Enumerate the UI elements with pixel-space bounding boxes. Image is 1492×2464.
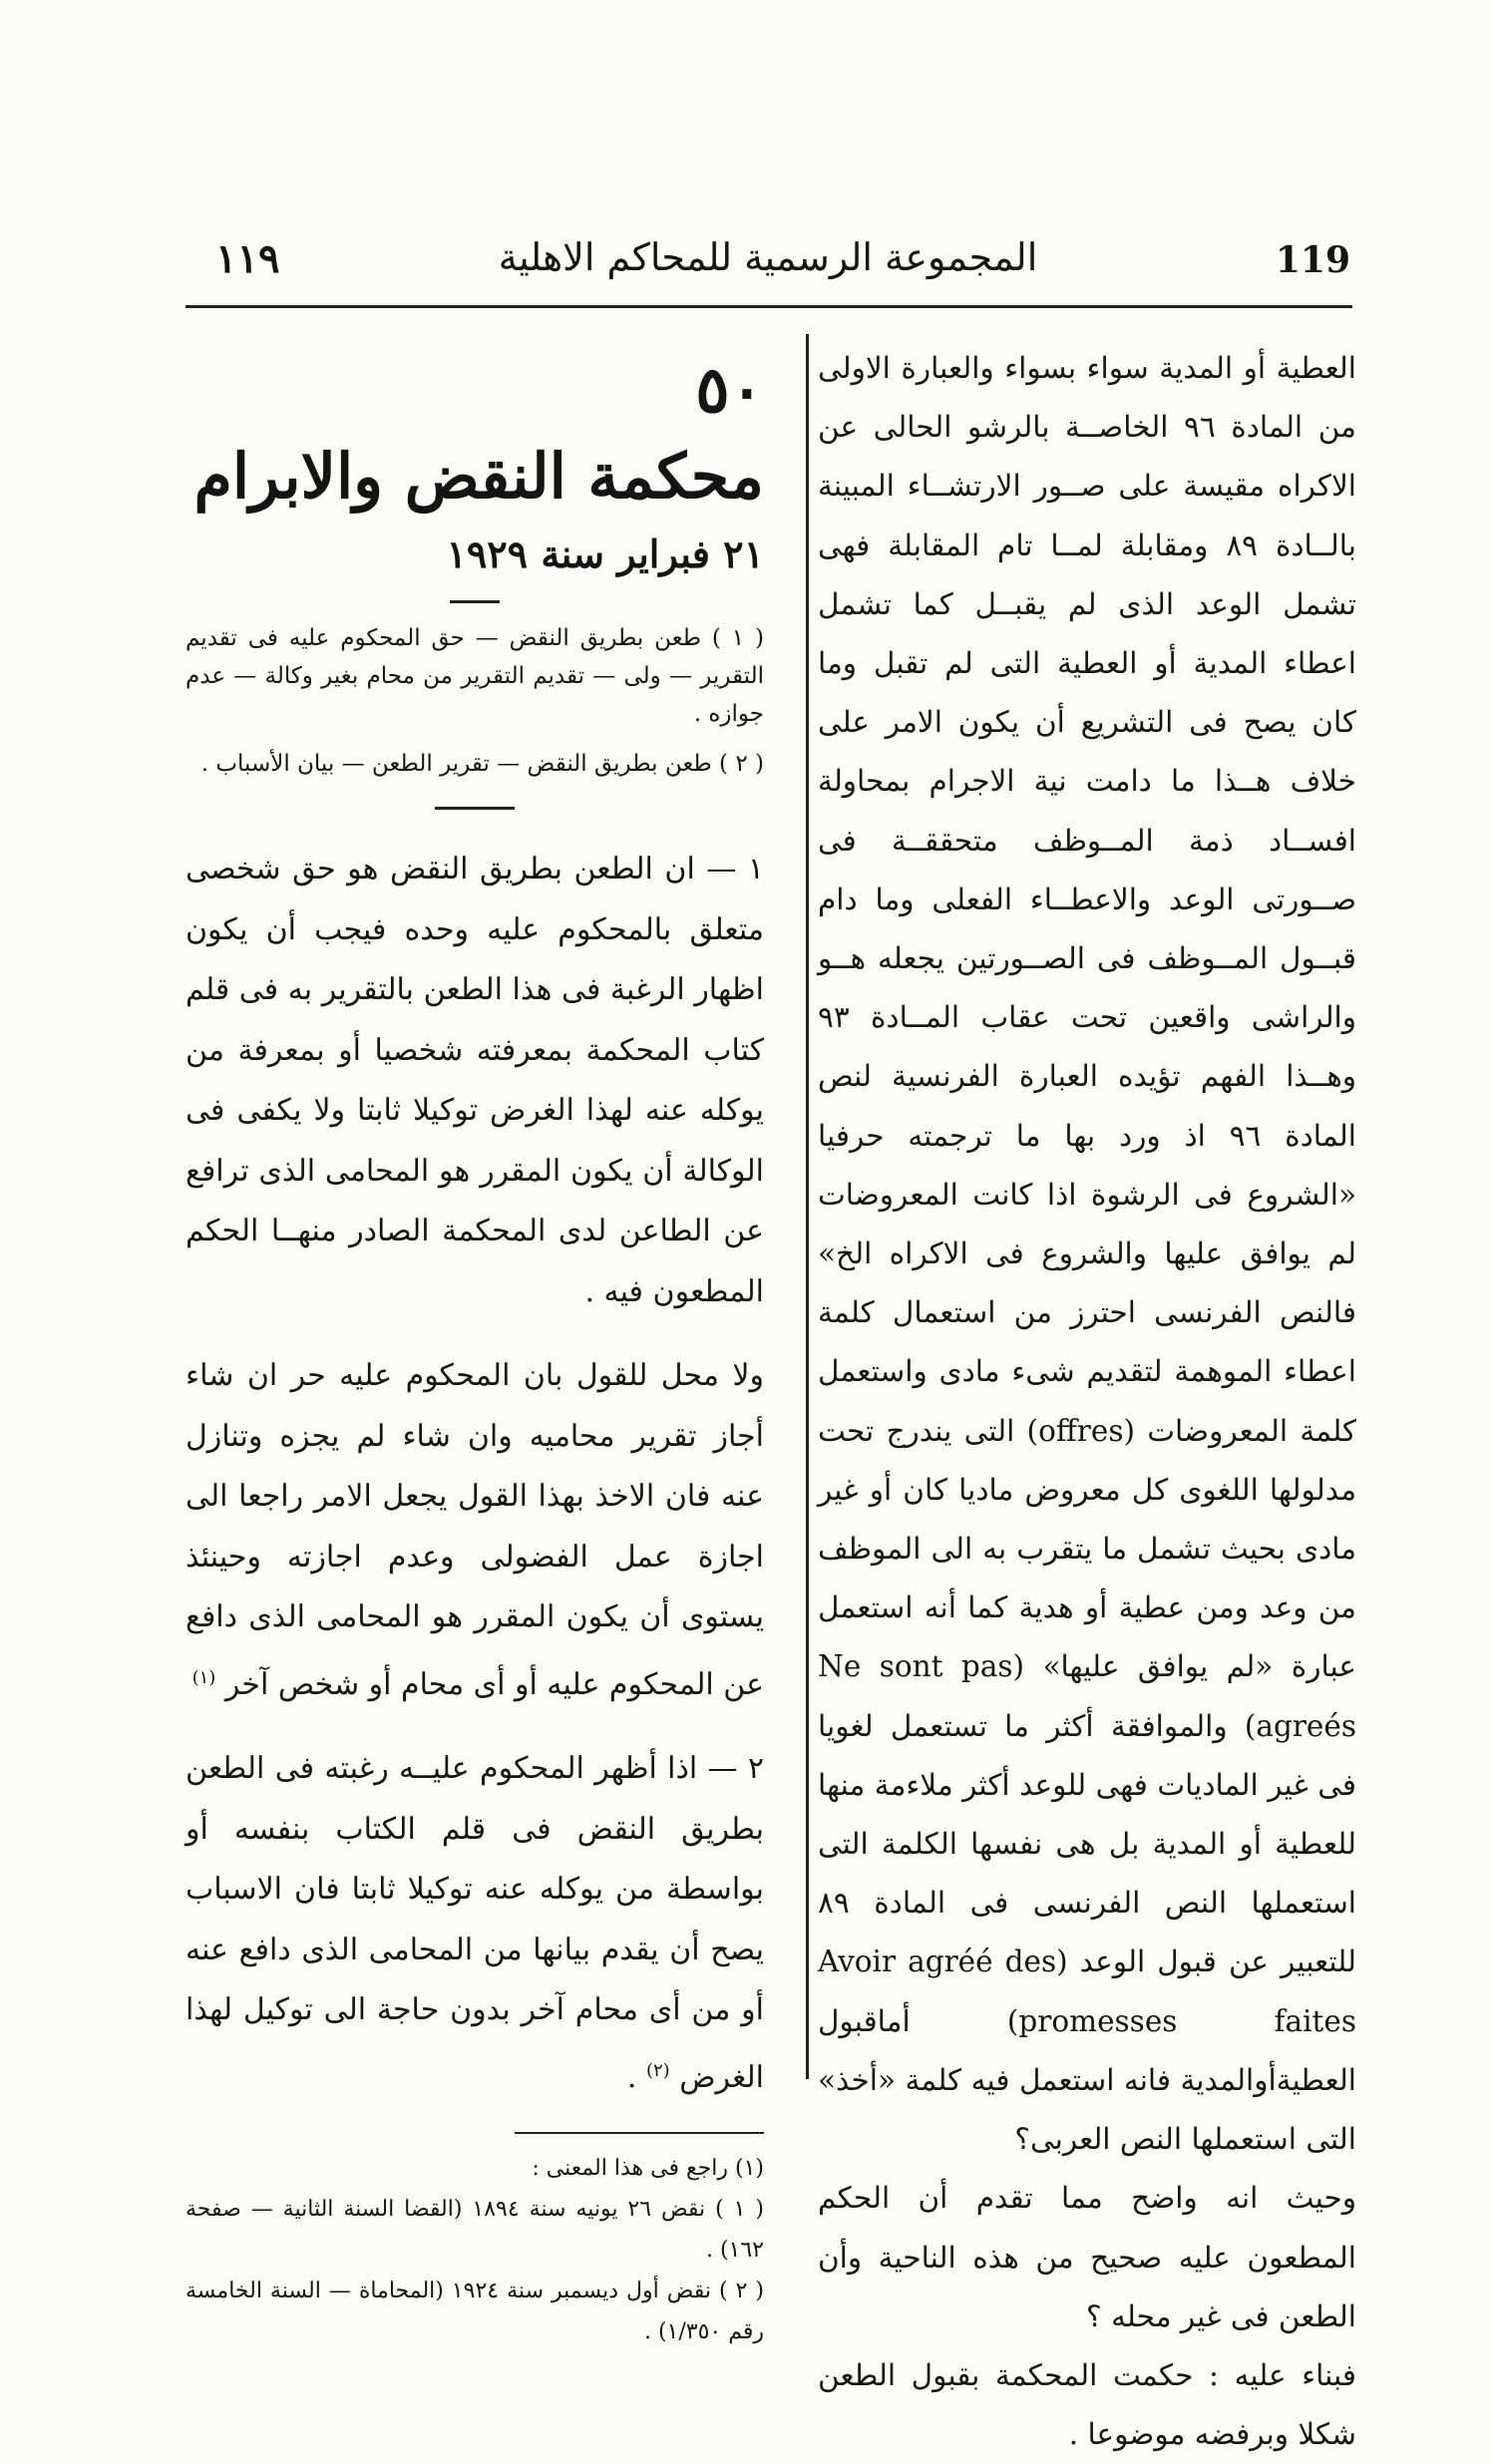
page-number-arabic: ١١٩	[215, 235, 280, 282]
footnote-rule	[515, 2132, 764, 2134]
footnote-intro: (١) راجع فى هذا المعنى :	[532, 2156, 764, 2181]
header-rule	[186, 305, 1352, 308]
court-name: محكمة النقض والابرام	[193, 440, 764, 513]
running-header	[186, 235, 1350, 291]
ruling-paragraph: فبناء عليه : حكمت المحكمة بقبول الطعن شكلا وبرفضه موضوعا .	[818, 2357, 1356, 2452]
footnote-reference: (٢)	[645, 2059, 670, 2081]
journal-title: المجموعة الرسمية للمحاكم الاهلية	[498, 235, 1038, 279]
column-divider	[806, 334, 809, 2079]
footnote-reference: (١)	[191, 1666, 216, 1688]
case-number: ٥٠	[695, 353, 764, 428]
summary-item: ( ٢ ) طعن بطريق النقض — تقرير الطعن — بيان الأسباب .	[200, 751, 764, 777]
page-number-latin: 119	[1275, 239, 1350, 281]
section-divider	[450, 600, 500, 603]
case-summary	[186, 619, 764, 783]
body-paragraph: وحيث انه واضح مما تقدم أن الحكم المطعون عليه صحيح من هذه الناحية وأن الطعن فى غير محله ؟	[818, 2181, 1356, 2333]
headnote-paragraph: ١ — ان الطعن بطريق النقض هو حق شخصى متعلق بالمحكوم عليه وحده فيجب أن يكون اظهار الرغبة فى هذا الطعن بالتقرير به فى قلم كتاب المحكمة بمعرفته شخصيا أو بمعرفة من يوكله عنه لهذا الغرض توكيلا ثابتا ولا يكفى فى الوكالة أن يكون المقرر هو المحامى الذى ترافع عن الطاعن لدى المحكمة الصادر منهــا الحكم المطعون فيه .	[186, 852, 764, 1309]
headnote-paragraph: ولا محل للقول بان المحكوم عليه حر ان شاء أجاز تقرير محاميه وان شاء لم يجزه وتنازل عنه فان الاخذ بهذا القول يجعل الامر راجعا الى اجازة عمل الفضولى وعدم اجازته وحينئذ يستوى أن يكون المقرر هو المحامى الذى دافع عن المحكوم عليه أو أى محام أو شخص آخر $^{(١)}$	[186, 1358, 764, 1702]
headnote-paragraph: ٢ — اذا أظهر المحكوم عليــه رغبته فى الطعن بطريق النقض فى قلم الكتاب بنفسه أو بواسطة من يوكله عنه توكيلا ثابتا فان الاسباب يصح أن يقدم بيانها من المحامى الذى دافع عنه أو من أى محام آخر بدون حاجة الى توكيل لهذا الغرض $^{(٢)}$ .	[186, 1751, 764, 2095]
section-divider	[435, 807, 515, 810]
footnote: ( ١ ) نقض ٢٦ يونيه سنة ١٨٩٤ (القضا السنة الثانية — صفحة ١٦٢) .	[186, 2197, 764, 2263]
summary-item: ( ١ ) طعن بطريق النقض — حق المحكوم عليه فى تقديم التقرير — ولى — تقديم التقرير من محام بغير وكالة — عدم جوازه .	[186, 625, 764, 727]
footnotes	[186, 2148, 764, 2352]
body-paragraph: العطية أو المدية سواء بسواء والعبارة الاولى من المادة ٩٦ الخاصــة بالرشو الحالى عن الاكراه مقيسة على صــور الارتشــاء المبينة بالــادة ٨٩ ومقابلة لمــا تام المقابلة فهى تشمل الوعد الذى لم يقبــل كما تشمل اعطاء المدية أو العطية التى لم تقبل وما كان يصح فى التشريع أن يكون الامر على خلاف هــذا ما دامت نية الاجرام بمحاولة افســاد ذمة المــوظف متحققــة فى صــورتى الوعد والاعطــاء الفعلى وما دام قبــول المــوظف فى الصــورتين يجعله هــو والراشى واقعين تحت عقاب المــادة ٩٣ وهــذا الفهم تؤيده العبارة الفرنسية لنص المادة ٩٦ اذ ورد بها ما ترجمته حرفيا «الشروع فى الرشوة اذا كانت المعروضات لم يوافق عليها والشروع فى الاكراه الخ» فالنص الفرنسى احترز من استعمال كلمة اعطاء الموهمة لتقديم شىء مادى واستعمل كلمة المعروضات (offres) التى يندرج تحت مدلولها اللغوى كل معروض ماديا كان أو غير مادى بحيث تشمل ما يتقرب به الى الموظف من وعد ومن عطية أو هدية كما أنه استعمل عبارة «لم يوافق عليها» (Ne sont pas agreés) والموافقة أكثر ما تستعمل لغويا فى غير الماديات فهى للوعد أكثر ملاءمة منها للعطية أو المدية بل هى نفسها الكلمة التى استعملها النص الفرنسى فى المادة ٨٩ للتعبير عن قبول الوعد (Avoir agréé des (promesses faites أماقبول العطيةأوالمدية فانه استعمل فيه كلمة «أخذ» التى استعملها النص العربى؟	[818, 351, 1357, 2157]
left-column	[186, 339, 764, 2352]
ruling-date: ٢١ فبراير سنة ١٩٢٩	[446, 531, 764, 576]
headnotes	[186, 840, 764, 2108]
footnote: ( ٢ ) نقض أول ديسمبر سنة ١٩٢٤ (المحاماة — السنة الخامسة رقم ١/٣٥٠) .	[186, 2279, 764, 2344]
right-column	[818, 339, 1356, 2464]
